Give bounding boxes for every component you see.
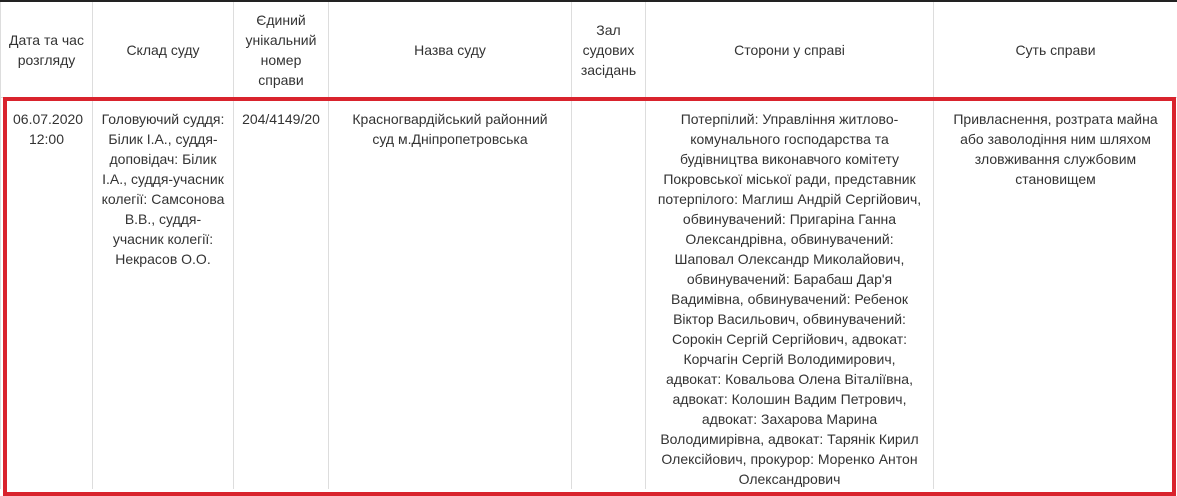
header-parties: Сторони у справі bbox=[646, 1, 934, 98]
cell-court: Красногвардійський районний суд м.Дніпропетровська bbox=[329, 98, 572, 490]
cell-date: 06.07.2020 12:00 bbox=[1, 98, 93, 490]
cell-case-number: 204/4149/20 bbox=[234, 98, 329, 490]
cell-parties: Потерпілий: Управління житлово-комунального господарства та будівництва виконавчого комітету Покровської міської ради, представник потерпілого: Маглиш Андрій Сергійович, обвинувачений: Пригаріна Ганна Олександрівна, обвинувачений: Шаповал Олександр Миколайович, обвинувачений: Барабаш Дар'я Вадимівна, обвинувачений: Ребенок Віктор Васильович, обвинувачений: Сорокін Сергій Сергійович, адвокат: Корчагін Сергій Володимирович, адвокат: Ковальова Олена Віталіївна, адвокат: Колошин Вадим Петрович, адвокат: Захарова Марина Володимирівна, адвокат: Тарянік Кирил Олексійович, прокурор: Моренко Антон Олександрович bbox=[646, 98, 934, 490]
header-date: Дата та час розгляду bbox=[1, 1, 93, 98]
header-hall: Зал судових засідань bbox=[572, 1, 646, 98]
header-court: Назва суду bbox=[329, 1, 572, 98]
header-essence: Суть справи bbox=[934, 1, 1177, 98]
header-judges: Склад суду bbox=[93, 1, 234, 98]
table-row bbox=[1, 98, 1177, 490]
header-case-number: Єдиний унікальний номер справи bbox=[234, 1, 329, 98]
cell-hall bbox=[572, 98, 646, 490]
cell-judges: Головуючий суддя: Білик І.А., суддя-доповідач: Білик І.А., суддя-учасник колегії: Самсонова В.В., суддя-учасник колегії: Некрасов О.О. bbox=[93, 98, 234, 490]
table-header-row bbox=[1, 1, 1177, 98]
cell-essence: Привласнення, розтрата майна або заволодіння ним шляхом зловживання службовим становищем bbox=[934, 98, 1177, 490]
